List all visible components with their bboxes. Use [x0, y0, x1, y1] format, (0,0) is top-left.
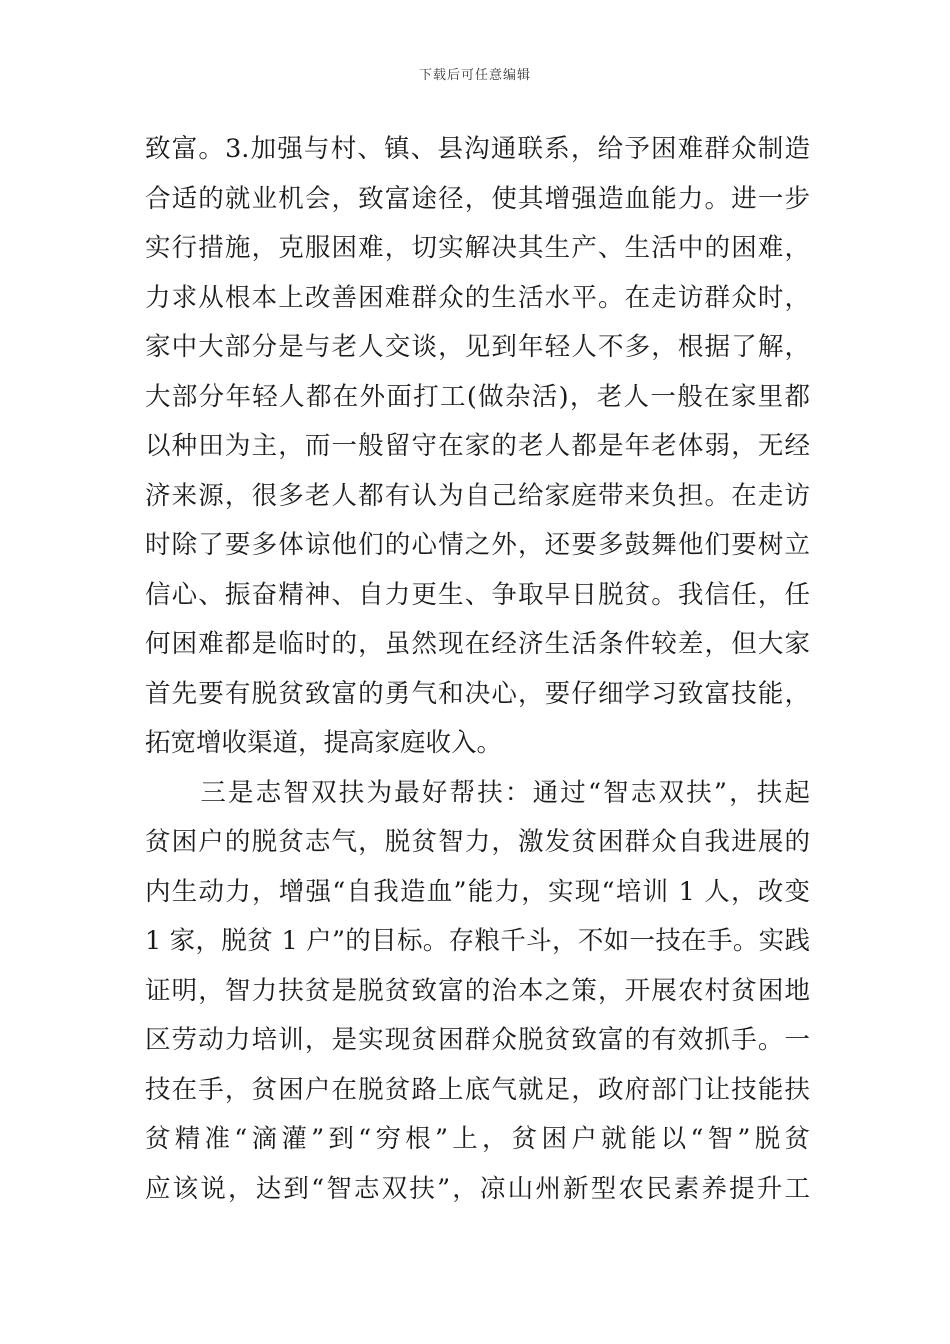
text-line: 证明，智力扶贫是脱贫致富的治本之策，开展农村贫困地 [145, 975, 810, 1006]
text-line: 以种田为主，而一般留守在家的老人都是年老体弱，无经 [145, 431, 810, 461]
text-line: 实行措施，克服困难，切实解决其生产、生活中的困难， [145, 233, 810, 263]
text-line: 应该说，达到“智志双扶”，凉山州新型农民素养提升工 [145, 1173, 810, 1204]
text-line: 信心、振奋精神、自力更生、争取早日脱贫。我信任，任 [145, 579, 810, 610]
paragraph [145, 125, 810, 769]
text-line: 贫精准“滴灌”到“穷根”上，贫困户就能以“智”脱贫 [145, 1124, 810, 1154]
text-line: 1 家，脱贫 1 户”的目标。存粮千斗，不如一技在手。实践 [145, 926, 810, 956]
text-line: 内生动力，增强“自我造血”能力，实现“培训 1 人，改变 [145, 876, 810, 907]
page-header: 下载后可任意编辑 [418, 68, 531, 83]
text-line: 合适的就业机会，致富途径，使其增强造血能力。进一步 [145, 183, 810, 214]
text-line: 区劳动力培训，是实现贫困群众脱贫致富的有效抓手。一 [145, 1025, 810, 1055]
text-line: 贫困户的脱贫志气，脱贫智力，激发贫困群众自我进展的 [145, 827, 810, 857]
text-line: 时除了要多体谅他们的心情之外，还要多鼓舞他们要树立 [145, 530, 810, 560]
text-line: 技在手，贫困户在脱贫路上底气就足，政府部门让技能扶 [145, 1074, 810, 1105]
text-line: 拓宽增收渠道，提高家庭收入。 [145, 728, 503, 758]
text-line: 力求从根本上改善困难群众的生活水平。在走访群众时， [145, 282, 810, 313]
text-line: 首先要有脱贫致富的勇气和决心，要仔细学习致富技能， [145, 678, 810, 709]
text-line: 大部分年轻人都在外面打工(做杂活)，老人一般在家里都 [145, 381, 810, 412]
document-body [145, 125, 810, 1214]
text-line: 济来源，很多老人都有认为自己给家庭带来负担。在走访 [145, 480, 810, 511]
text-line: 何困难都是临时的，虽然现在经济生活条件较差，但大家 [145, 629, 810, 659]
text-line: 家中大部分是与老人交谈，见到年轻人不多，根据了解， [145, 332, 810, 362]
text-line: 三是志智双扶为最好帮扶：通过“智志双扶”，扶起 [145, 777, 810, 808]
paragraph [145, 769, 810, 1215]
text-line: 致富。3.加强与村、镇、县沟通联系，给予困难群众制造 [145, 134, 810, 164]
